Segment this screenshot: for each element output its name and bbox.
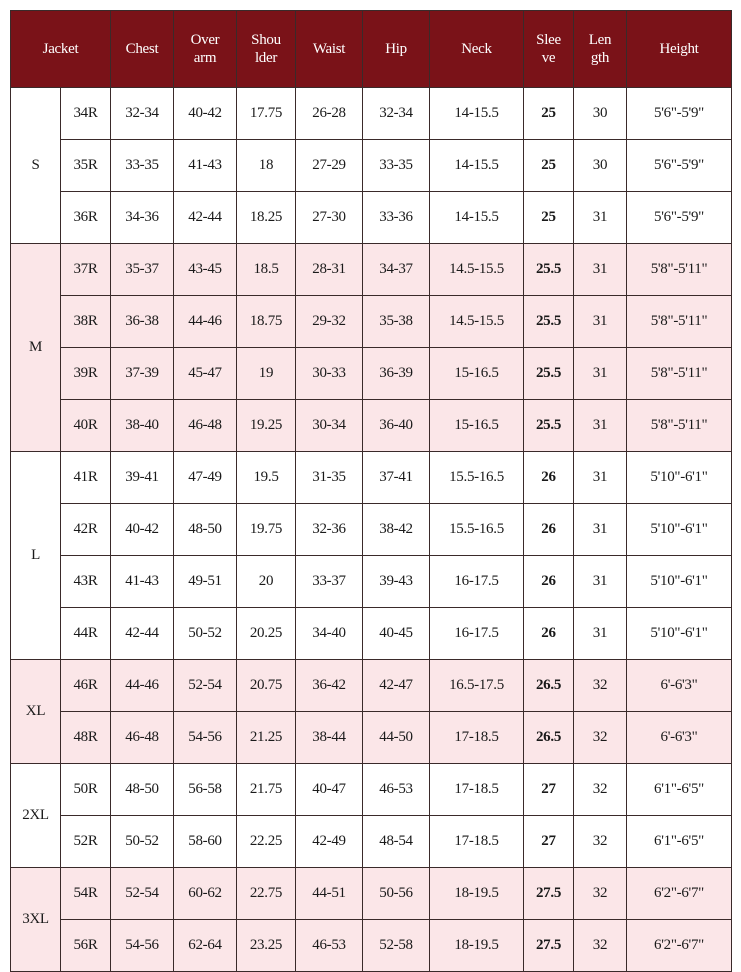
cell-sleeve: 25	[524, 88, 574, 140]
cell-chest: 37-39	[111, 348, 174, 400]
size-label: M	[11, 244, 61, 452]
cell-overarm: 54-56	[174, 712, 237, 764]
cell-overarm: 58-60	[174, 816, 237, 868]
cell-neck: 17-18.5	[430, 764, 524, 816]
table-row	[11, 244, 732, 296]
cell-overarm: 43-45	[174, 244, 237, 296]
cell-shoulder: 20	[237, 556, 296, 608]
cell-hip: 33-36	[363, 192, 430, 244]
cell-hip: 36-40	[363, 400, 430, 452]
cell-hip: 38-42	[363, 504, 430, 556]
cell-jacket: 36R	[61, 192, 111, 244]
cell-chest: 39-41	[111, 452, 174, 504]
cell-length: 31	[574, 296, 627, 348]
cell-waist: 34-40	[296, 608, 363, 660]
cell-waist: 40-47	[296, 764, 363, 816]
header-overarm	[174, 11, 237, 88]
cell-hip: 42-47	[363, 660, 430, 712]
cell-hip: 33-35	[363, 140, 430, 192]
cell-waist: 30-33	[296, 348, 363, 400]
cell-length: 31	[574, 504, 627, 556]
cell-jacket: 44R	[61, 608, 111, 660]
header-length	[574, 11, 627, 88]
cell-jacket: 48R	[61, 712, 111, 764]
cell-height: 5'10"-6'1"	[627, 504, 732, 556]
cell-overarm: 42-44	[174, 192, 237, 244]
cell-sleeve: 26	[524, 504, 574, 556]
cell-height: 5'8"-5'11"	[627, 244, 732, 296]
size-label: XL	[11, 660, 61, 764]
cell-sleeve: 26	[524, 608, 574, 660]
cell-jacket: 37R	[61, 244, 111, 296]
cell-chest: 33-35	[111, 140, 174, 192]
cell-chest: 50-52	[111, 816, 174, 868]
cell-length: 30	[574, 88, 627, 140]
cell-hip: 34-37	[363, 244, 430, 296]
cell-waist: 28-31	[296, 244, 363, 296]
cell-overarm: 45-47	[174, 348, 237, 400]
table-row	[11, 140, 732, 192]
cell-shoulder: 20.75	[237, 660, 296, 712]
cell-length: 30	[574, 140, 627, 192]
cell-chest: 38-40	[111, 400, 174, 452]
cell-sleeve: 27.5	[524, 920, 574, 972]
cell-sleeve: 25	[524, 140, 574, 192]
cell-waist: 30-34	[296, 400, 363, 452]
cell-waist: 42-49	[296, 816, 363, 868]
header-length-line1: Len	[588, 32, 612, 48]
cell-chest: 42-44	[111, 608, 174, 660]
cell-shoulder: 19.25	[237, 400, 296, 452]
cell-shoulder: 17.75	[237, 88, 296, 140]
cell-shoulder: 19.75	[237, 504, 296, 556]
size-label: L	[11, 452, 61, 660]
table-row	[11, 348, 732, 400]
cell-length: 32	[574, 868, 627, 920]
cell-overarm: 62-64	[174, 920, 237, 972]
cell-sleeve: 25.5	[524, 400, 574, 452]
cell-neck: 18-19.5	[430, 868, 524, 920]
cell-length: 31	[574, 192, 627, 244]
cell-overarm: 49-51	[174, 556, 237, 608]
cell-height: 5'10"-6'1"	[627, 452, 732, 504]
cell-neck: 14-15.5	[430, 192, 524, 244]
header-shoulder-line1: Shou	[251, 32, 281, 48]
header-overarm-line1: Over	[190, 32, 220, 48]
cell-waist: 38-44	[296, 712, 363, 764]
cell-height: 5'6"-5'9"	[627, 192, 732, 244]
cell-neck: 15-16.5	[430, 348, 524, 400]
cell-jacket: 42R	[61, 504, 111, 556]
cell-waist: 27-30	[296, 192, 363, 244]
cell-neck: 15.5-16.5	[430, 504, 524, 556]
cell-neck: 17-18.5	[430, 816, 524, 868]
cell-hip: 39-43	[363, 556, 430, 608]
header-chest: Chest	[111, 11, 174, 88]
cell-jacket: 52R	[61, 816, 111, 868]
cell-sleeve: 25.5	[524, 348, 574, 400]
table-row	[11, 920, 732, 972]
cell-overarm: 48-50	[174, 504, 237, 556]
cell-neck: 14.5-15.5	[430, 244, 524, 296]
cell-height: 6'2"-6'7"	[627, 920, 732, 972]
cell-waist: 32-36	[296, 504, 363, 556]
cell-waist: 29-32	[296, 296, 363, 348]
cell-shoulder: 18.25	[237, 192, 296, 244]
header-neck: Neck	[430, 11, 524, 88]
table-row	[11, 608, 732, 660]
cell-height: 6'-6'3"	[627, 712, 732, 764]
cell-neck: 16.5-17.5	[430, 660, 524, 712]
cell-hip: 44-50	[363, 712, 430, 764]
table-row	[11, 296, 732, 348]
cell-sleeve: 26	[524, 556, 574, 608]
chart-body	[11, 88, 732, 972]
header-waist: Waist	[296, 11, 363, 88]
header-length-line2: gth	[590, 50, 610, 66]
cell-jacket: 41R	[61, 452, 111, 504]
cell-overarm: 56-58	[174, 764, 237, 816]
table-row	[11, 556, 732, 608]
cell-jacket: 35R	[61, 140, 111, 192]
cell-neck: 15.5-16.5	[430, 452, 524, 504]
header-jacket: Jacket	[11, 11, 111, 88]
cell-sleeve: 25	[524, 192, 574, 244]
cell-height: 5'10"-6'1"	[627, 556, 732, 608]
cell-shoulder: 21.75	[237, 764, 296, 816]
cell-jacket: 39R	[61, 348, 111, 400]
cell-jacket: 46R	[61, 660, 111, 712]
cell-overarm: 47-49	[174, 452, 237, 504]
cell-jacket: 43R	[61, 556, 111, 608]
cell-chest: 54-56	[111, 920, 174, 972]
cell-shoulder: 23.25	[237, 920, 296, 972]
cell-length: 31	[574, 400, 627, 452]
table-row	[11, 712, 732, 764]
size-chart-container	[10, 10, 731, 954]
jacket-size-chart	[10, 10, 732, 972]
cell-neck: 18-19.5	[430, 920, 524, 972]
cell-length: 31	[574, 452, 627, 504]
cell-sleeve: 26.5	[524, 660, 574, 712]
cell-chest: 34-36	[111, 192, 174, 244]
cell-waist: 33-37	[296, 556, 363, 608]
table-row	[11, 816, 732, 868]
cell-neck: 16-17.5	[430, 556, 524, 608]
cell-hip: 40-45	[363, 608, 430, 660]
cell-waist: 44-51	[296, 868, 363, 920]
cell-shoulder: 18.5	[237, 244, 296, 296]
cell-chest: 40-42	[111, 504, 174, 556]
size-label: 3XL	[11, 868, 61, 972]
cell-chest: 35-37	[111, 244, 174, 296]
cell-neck: 14-15.5	[430, 88, 524, 140]
table-row	[11, 88, 732, 140]
cell-length: 32	[574, 660, 627, 712]
cell-height: 6'2"-6'7"	[627, 868, 732, 920]
cell-jacket: 54R	[61, 868, 111, 920]
cell-sleeve: 26.5	[524, 712, 574, 764]
cell-overarm: 52-54	[174, 660, 237, 712]
cell-height: 5'6"-5'9"	[627, 88, 732, 140]
cell-shoulder: 19.5	[237, 452, 296, 504]
size-label: S	[11, 88, 61, 244]
cell-waist: 31-35	[296, 452, 363, 504]
cell-waist: 46-53	[296, 920, 363, 972]
cell-sleeve: 27	[524, 816, 574, 868]
cell-waist: 36-42	[296, 660, 363, 712]
header-shoulder-line2: lder	[254, 50, 278, 66]
cell-hip: 50-56	[363, 868, 430, 920]
cell-shoulder: 19	[237, 348, 296, 400]
cell-shoulder: 22.75	[237, 868, 296, 920]
cell-shoulder: 22.25	[237, 816, 296, 868]
cell-jacket: 40R	[61, 400, 111, 452]
cell-overarm: 50-52	[174, 608, 237, 660]
cell-height: 6'1"-6'5"	[627, 816, 732, 868]
cell-chest: 48-50	[111, 764, 174, 816]
cell-hip: 48-54	[363, 816, 430, 868]
cell-sleeve: 26	[524, 452, 574, 504]
cell-length: 32	[574, 764, 627, 816]
cell-shoulder: 21.25	[237, 712, 296, 764]
cell-waist: 27-29	[296, 140, 363, 192]
cell-sleeve: 25.5	[524, 296, 574, 348]
cell-height: 5'8"-5'11"	[627, 296, 732, 348]
header-hip: Hip	[363, 11, 430, 88]
table-row	[11, 452, 732, 504]
cell-shoulder: 18.75	[237, 296, 296, 348]
cell-chest: 32-34	[111, 88, 174, 140]
cell-shoulder: 18	[237, 140, 296, 192]
cell-length: 31	[574, 244, 627, 296]
cell-neck: 14-15.5	[430, 140, 524, 192]
cell-chest: 44-46	[111, 660, 174, 712]
table-row	[11, 504, 732, 556]
header-sleeve	[524, 11, 574, 88]
header-overarm-line2: arm	[193, 50, 217, 66]
header-row	[11, 11, 732, 88]
cell-height: 6'-6'3"	[627, 660, 732, 712]
header-sleeve-line1: Slee	[536, 32, 561, 48]
cell-overarm: 44-46	[174, 296, 237, 348]
cell-overarm: 41-43	[174, 140, 237, 192]
size-label: 2XL	[11, 764, 61, 868]
cell-height: 5'8"-5'11"	[627, 348, 732, 400]
cell-waist: 26-28	[296, 88, 363, 140]
cell-jacket: 50R	[61, 764, 111, 816]
cell-hip: 36-39	[363, 348, 430, 400]
cell-height: 5'8"-5'11"	[627, 400, 732, 452]
cell-chest: 41-43	[111, 556, 174, 608]
cell-jacket: 34R	[61, 88, 111, 140]
cell-neck: 14.5-15.5	[430, 296, 524, 348]
header-sleeve-line2: ve	[541, 50, 556, 66]
cell-neck: 16-17.5	[430, 608, 524, 660]
cell-sleeve: 25.5	[524, 244, 574, 296]
header-shoulder	[237, 11, 296, 88]
cell-sleeve: 27	[524, 764, 574, 816]
cell-jacket: 38R	[61, 296, 111, 348]
cell-hip: 52-58	[363, 920, 430, 972]
cell-height: 5'10"-6'1"	[627, 608, 732, 660]
cell-length: 32	[574, 712, 627, 764]
cell-hip: 46-53	[363, 764, 430, 816]
cell-length: 32	[574, 816, 627, 868]
cell-neck: 15-16.5	[430, 400, 524, 452]
cell-overarm: 60-62	[174, 868, 237, 920]
cell-neck: 17-18.5	[430, 712, 524, 764]
cell-length: 31	[574, 556, 627, 608]
table-row	[11, 660, 732, 712]
cell-chest: 36-38	[111, 296, 174, 348]
cell-height: 5'6"-5'9"	[627, 140, 732, 192]
cell-hip: 35-38	[363, 296, 430, 348]
table-row	[11, 192, 732, 244]
cell-overarm: 46-48	[174, 400, 237, 452]
cell-chest: 52-54	[111, 868, 174, 920]
cell-hip: 32-34	[363, 88, 430, 140]
cell-length: 31	[574, 608, 627, 660]
header-height: Height	[627, 11, 732, 88]
cell-length: 31	[574, 348, 627, 400]
table-row	[11, 868, 732, 920]
cell-hip: 37-41	[363, 452, 430, 504]
table-row	[11, 764, 732, 816]
cell-height: 6'1"-6'5"	[627, 764, 732, 816]
table-row	[11, 400, 732, 452]
cell-overarm: 40-42	[174, 88, 237, 140]
cell-length: 32	[574, 920, 627, 972]
cell-shoulder: 20.25	[237, 608, 296, 660]
cell-chest: 46-48	[111, 712, 174, 764]
cell-sleeve: 27.5	[524, 868, 574, 920]
cell-jacket: 56R	[61, 920, 111, 972]
